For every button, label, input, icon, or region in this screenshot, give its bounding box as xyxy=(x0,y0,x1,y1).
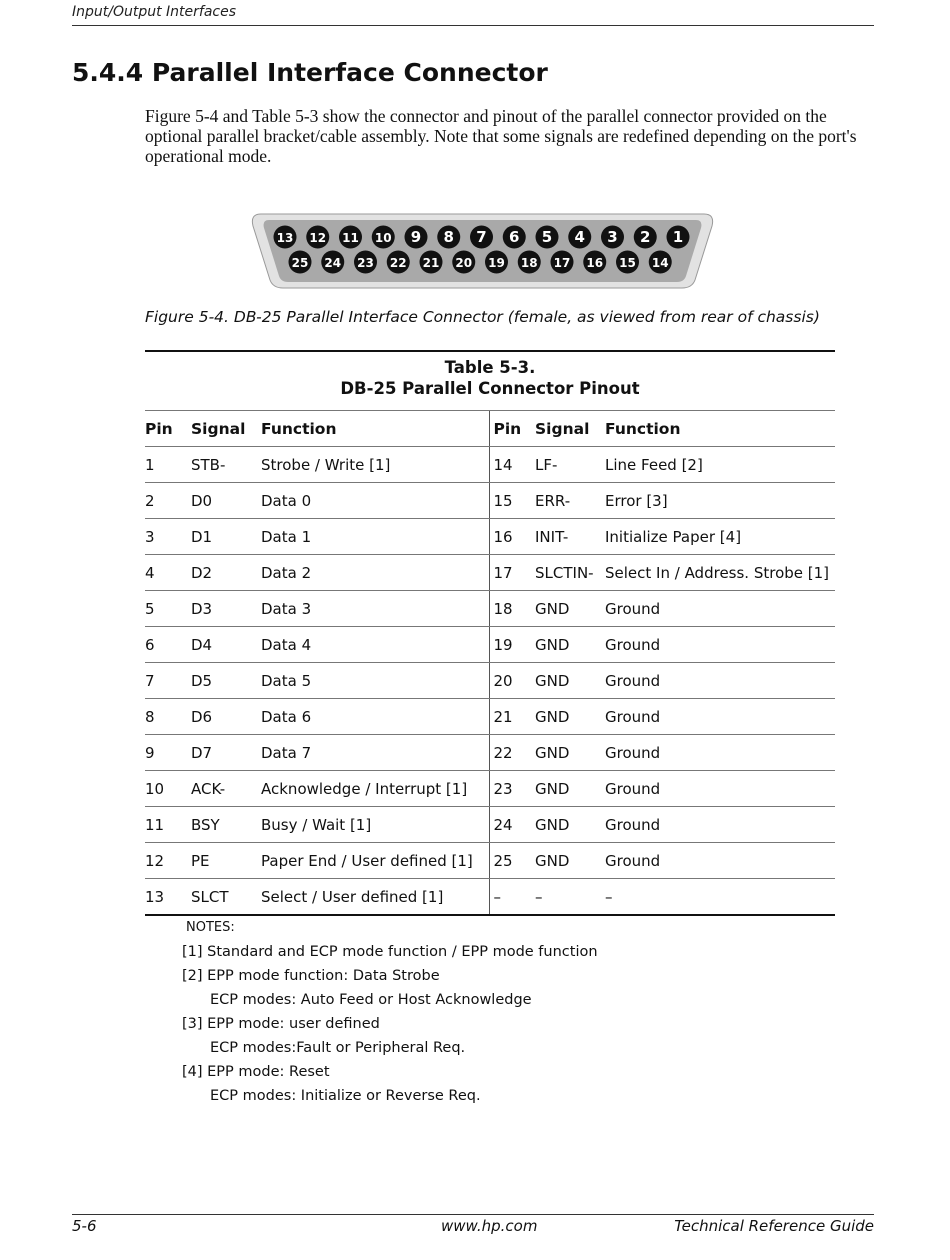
cell-pin: 10 xyxy=(145,771,191,807)
pin-number: 17 xyxy=(553,256,571,270)
cell-pin-right: – xyxy=(489,879,535,916)
cell-signal: D3 xyxy=(191,591,261,627)
cell-function-right: Ground xyxy=(605,627,835,663)
table-row xyxy=(145,771,835,807)
pin-number: 15 xyxy=(619,256,636,270)
connector-pin xyxy=(321,251,344,274)
connector-pin xyxy=(289,251,312,274)
connector-pin xyxy=(503,226,526,249)
header-function-right: Function xyxy=(605,411,835,447)
table-row xyxy=(145,699,835,735)
cell-signal-right: LF- xyxy=(535,447,605,483)
connector-pin xyxy=(649,251,672,274)
connector-pin xyxy=(568,226,591,249)
pin-number: 20 xyxy=(455,256,473,270)
pin-number: 16 xyxy=(586,256,604,270)
cell-pin: 2 xyxy=(145,483,191,519)
cell-function: Data 7 xyxy=(261,735,489,771)
pin-number: 5 xyxy=(541,228,553,246)
cell-function-right: Ground xyxy=(605,591,835,627)
cell-pin-right: 25 xyxy=(489,843,535,879)
pin-number: 2 xyxy=(640,228,651,246)
note-2: [2] EPP mode function: Data Strobe xyxy=(182,968,440,984)
cell-function: Paper End / User defined [1] xyxy=(261,843,489,879)
pin-number: 19 xyxy=(488,256,505,270)
connector-pin xyxy=(354,251,377,274)
table-row xyxy=(145,735,835,771)
cell-function: Data 4 xyxy=(261,627,489,663)
pin-number: 22 xyxy=(389,256,407,270)
cell-function: Data 6 xyxy=(261,699,489,735)
table-row xyxy=(145,519,835,555)
connector-pin xyxy=(634,226,657,249)
cell-pin: 1 xyxy=(145,447,191,483)
page-number: 5-6 xyxy=(72,1217,97,1235)
table-row xyxy=(145,879,835,916)
header-rule xyxy=(72,25,874,26)
cell-signal: D4 xyxy=(191,627,261,663)
pin-number: 23 xyxy=(357,256,374,270)
connector-pin xyxy=(518,251,541,274)
pin-number: 11 xyxy=(342,231,359,245)
pinout-table xyxy=(145,350,835,916)
connector-pin xyxy=(667,226,690,249)
pin-number: 24 xyxy=(324,256,342,270)
note-3-continued: ECP modes:Fault or Peripheral Req. xyxy=(210,1040,466,1056)
connector-pin xyxy=(536,226,559,249)
cell-signal: BSY xyxy=(191,807,261,843)
cell-function: Data 1 xyxy=(261,519,489,555)
cell-function: Data 5 xyxy=(261,663,489,699)
cell-signal: SLCT xyxy=(191,879,261,916)
cell-function-right: Ground xyxy=(605,843,835,879)
cell-pin-right: 23 xyxy=(489,771,535,807)
cell-signal-right: SLCTIN- xyxy=(535,555,605,591)
cell-function-right: Line Feed [2] xyxy=(605,447,835,483)
cell-function-right: Initialize Paper [4] xyxy=(605,519,835,555)
cell-pin-right: 21 xyxy=(489,699,535,735)
table-row xyxy=(145,447,835,483)
cell-pin: 12 xyxy=(145,843,191,879)
cell-signal: D5 xyxy=(191,663,261,699)
cell-signal-right: ERR- xyxy=(535,483,605,519)
cell-signal: D0 xyxy=(191,483,261,519)
cell-function: Data 2 xyxy=(261,555,489,591)
cell-pin-right: 22 xyxy=(489,735,535,771)
cell-function: Data 0 xyxy=(261,483,489,519)
figure-caption: Figure 5-4. DB-25 Parallel Interface Connector (female, as viewed from rear of chassis) xyxy=(145,308,820,326)
pin-number: 8 xyxy=(443,228,454,246)
note-1: [1] Standard and ECP mode function / EPP mode function xyxy=(182,944,598,960)
pin-number: 18 xyxy=(520,256,538,270)
cell-signal: STB- xyxy=(191,447,261,483)
note-4: [4] EPP mode: Reset xyxy=(182,1064,330,1080)
table-title xyxy=(145,352,835,411)
cell-function-right: Ground xyxy=(605,771,835,807)
pin-number: 14 xyxy=(651,256,669,270)
cell-signal-right: GND xyxy=(535,735,605,771)
notes-label: NOTES: xyxy=(186,920,235,935)
cell-pin-right: 19 xyxy=(489,627,535,663)
connector-pin xyxy=(339,226,362,249)
pin-number: 10 xyxy=(374,231,392,245)
cell-signal: D6 xyxy=(191,699,261,735)
cell-pin-right: 18 xyxy=(489,591,535,627)
cell-signal-right: INIT- xyxy=(535,519,605,555)
connector-pin xyxy=(274,226,297,249)
connector-pin xyxy=(405,226,428,249)
cell-signal: D7 xyxy=(191,735,261,771)
header-signal-right: Signal xyxy=(535,411,605,447)
cell-signal-right: GND xyxy=(535,807,605,843)
header-pin: Pin xyxy=(145,411,191,447)
cell-pin-right: 17 xyxy=(489,555,535,591)
cell-function-right: Ground xyxy=(605,807,835,843)
cell-signal-right: GND xyxy=(535,699,605,735)
pin-number: 12 xyxy=(309,231,327,245)
cell-pin-right: 14 xyxy=(489,447,535,483)
cell-signal: PE xyxy=(191,843,261,879)
table-number: Table 5-3. xyxy=(444,358,536,377)
pin-number: 7 xyxy=(476,228,487,246)
cell-pin-right: 24 xyxy=(489,807,535,843)
table-row xyxy=(145,627,835,663)
pin-number: 3 xyxy=(607,228,618,246)
cell-signal-right: GND xyxy=(535,627,605,663)
cell-signal-right: GND xyxy=(535,663,605,699)
connector-pin xyxy=(583,251,606,274)
pin-number: 9 xyxy=(410,228,422,246)
table-row xyxy=(145,591,835,627)
cell-pin: 3 xyxy=(145,519,191,555)
cell-function-right: Ground xyxy=(605,663,835,699)
cell-function-right: Ground xyxy=(605,699,835,735)
connector-pin xyxy=(616,251,639,274)
connector-pin xyxy=(420,251,443,274)
connector-pin xyxy=(470,226,493,249)
connector-pin xyxy=(452,251,475,274)
connector-pin xyxy=(551,251,574,274)
cell-signal-right: GND xyxy=(535,843,605,879)
pin-number: 1 xyxy=(672,228,684,246)
cell-pin-right: 16 xyxy=(489,519,535,555)
connector-pin xyxy=(601,226,624,249)
connector-pin xyxy=(437,226,460,249)
cell-signal-right: GND xyxy=(535,591,605,627)
cell-function-right: – xyxy=(605,879,835,916)
notes xyxy=(182,920,598,1108)
footer-url: www.hp.com xyxy=(441,1217,538,1235)
header-function: Function xyxy=(261,411,489,447)
cell-signal: D2 xyxy=(191,555,261,591)
cell-function: Strobe / Write [1] xyxy=(261,447,489,483)
table-header-row xyxy=(145,411,835,447)
cell-signal: D1 xyxy=(191,519,261,555)
connector-pin xyxy=(306,226,329,249)
table-row xyxy=(145,663,835,699)
footer-rule xyxy=(72,1214,874,1215)
cell-function: Busy / Wait [1] xyxy=(261,807,489,843)
table-row xyxy=(145,555,835,591)
pin-number: 25 xyxy=(291,256,309,270)
cell-pin-right: 15 xyxy=(489,483,535,519)
cell-pin: 7 xyxy=(145,663,191,699)
cell-function: Acknowledge / Interrupt [1] xyxy=(261,771,489,807)
table-row xyxy=(145,843,835,879)
section-title: 5.4.4 Parallel Interface Connector xyxy=(72,58,548,87)
pin-number: 4 xyxy=(574,228,585,246)
table-caption: DB-25 Parallel Connector Pinout xyxy=(340,379,640,398)
running-head: Input/Output Interfaces xyxy=(72,4,237,20)
db25-connector-figure xyxy=(245,200,720,300)
cell-pin: 11 xyxy=(145,807,191,843)
pinout-grid xyxy=(145,411,835,916)
cell-pin: 4 xyxy=(145,555,191,591)
pin-number: 6 xyxy=(509,228,520,246)
table-row xyxy=(145,807,835,843)
cell-pin-right: 20 xyxy=(489,663,535,699)
cell-function-right: Ground xyxy=(605,735,835,771)
connector-pin xyxy=(387,251,410,274)
connector-pin xyxy=(372,226,395,249)
footer-doc-title: Technical Reference Guide xyxy=(674,1217,874,1235)
intro-paragraph: Figure 5-4 and Table 5-3 show the connector and pinout of the parallel connector provided on the optional parallel bracket/cable assembly. Note that some signals are redefined depending on the port's operational mode. xyxy=(145,106,857,166)
cell-function: Data 3 xyxy=(261,591,489,627)
connector-pin xyxy=(485,251,508,274)
cell-function-right: Select In / Address. Strobe [1] xyxy=(605,555,835,591)
cell-signal-right: GND xyxy=(535,771,605,807)
cell-pin: 13 xyxy=(145,879,191,916)
cell-pin: 5 xyxy=(145,591,191,627)
cell-signal: ACK- xyxy=(191,771,261,807)
cell-pin: 6 xyxy=(145,627,191,663)
table-row xyxy=(145,483,835,519)
cell-signal-right: – xyxy=(535,879,605,916)
cell-function: Select / User defined [1] xyxy=(261,879,489,916)
cell-pin: 8 xyxy=(145,699,191,735)
pin-number: 21 xyxy=(422,256,440,270)
note-4-continued: ECP modes: Initialize or Reverse Req. xyxy=(210,1088,481,1104)
cell-function-right: Error [3] xyxy=(605,483,835,519)
header-pin-right: Pin xyxy=(489,411,535,447)
note-2-continued: ECP modes: Auto Feed or Host Acknowledge xyxy=(210,992,532,1008)
cell-pin: 9 xyxy=(145,735,191,771)
header-signal: Signal xyxy=(191,411,261,447)
pin-number: 13 xyxy=(276,231,294,245)
note-3: [3] EPP mode: user defined xyxy=(182,1016,380,1032)
